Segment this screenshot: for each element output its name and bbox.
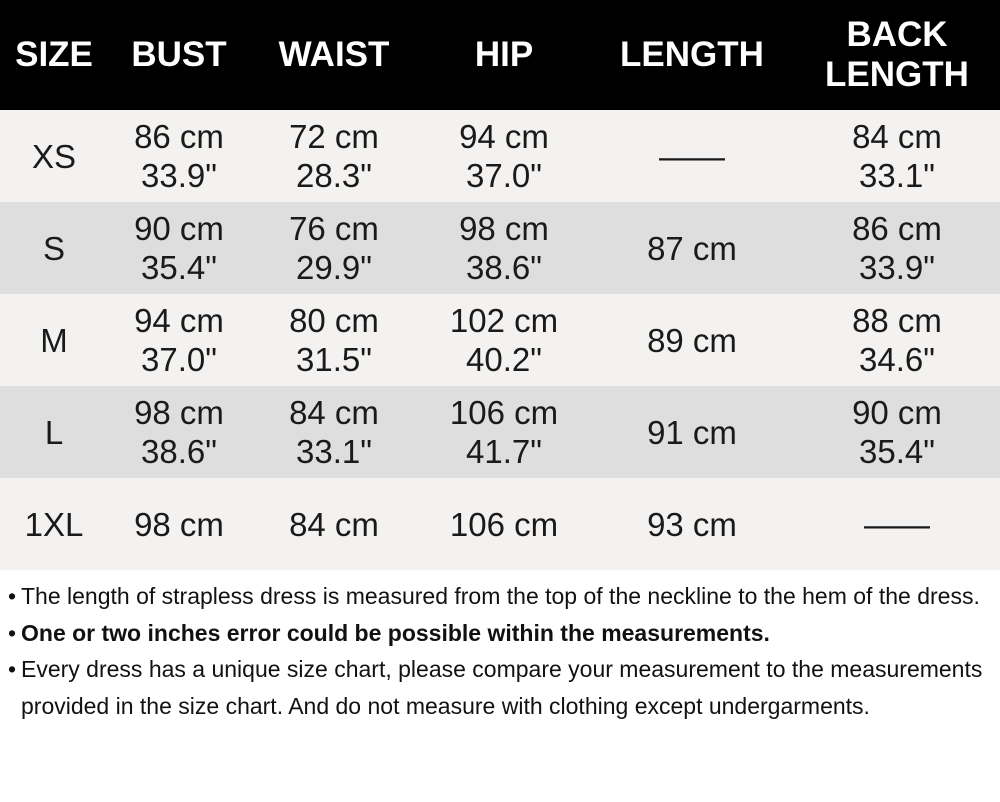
bullet-icon: • bbox=[8, 583, 17, 609]
size-row-s bbox=[0, 202, 1000, 294]
note-item bbox=[8, 651, 990, 724]
measurement-value: 80 cm bbox=[289, 302, 379, 339]
measurement-value: 106 cm bbox=[449, 505, 559, 543]
measurement-value: 91 cm bbox=[647, 413, 737, 451]
measurement-cell bbox=[418, 386, 590, 478]
measurement-value: 90 cm bbox=[134, 210, 224, 247]
measurement-value: 33.1" bbox=[859, 157, 935, 194]
size-notes bbox=[0, 570, 1000, 724]
measurement-cell bbox=[794, 294, 1000, 386]
measurement-cell bbox=[418, 478, 590, 570]
column-header-hip bbox=[418, 0, 590, 110]
measurement-cell bbox=[108, 478, 250, 570]
measurement-value: 28.3" bbox=[296, 157, 372, 194]
size-row-l bbox=[0, 386, 1000, 478]
note-item bbox=[8, 615, 990, 652]
measurement-cell bbox=[794, 202, 1000, 294]
measurement-value: 94 cm bbox=[459, 118, 549, 155]
not-available-dash: —— bbox=[659, 137, 725, 175]
size-label-cell bbox=[0, 110, 108, 202]
size-row-m bbox=[0, 294, 1000, 386]
measurement-cell bbox=[590, 386, 794, 478]
bullet-icon: • bbox=[8, 656, 17, 682]
column-header-bust bbox=[108, 0, 250, 110]
size-label: S bbox=[42, 229, 65, 267]
note-text: Every dress has a unique size chart, please compare your measurement to the measurements provided in the size chart. And do not measure with clothing except undergarments. bbox=[21, 656, 983, 719]
measurement-value: 76 cm bbox=[289, 210, 379, 247]
measurement-value: 40.2" bbox=[466, 341, 542, 378]
measurement-value: 102 cm bbox=[449, 302, 559, 339]
column-header-back-length bbox=[794, 0, 1000, 110]
measurement-cell bbox=[108, 294, 250, 386]
measurement-value: 106 cm bbox=[449, 394, 559, 431]
measurement-value: 89 cm bbox=[647, 321, 737, 359]
measurement-value: 33.9" bbox=[859, 249, 935, 286]
column-header-label: SIZE bbox=[15, 35, 93, 74]
measurement-value: 29.9" bbox=[296, 249, 372, 286]
measurement-cell bbox=[108, 110, 250, 202]
measurement-value: 98 cm bbox=[134, 505, 224, 543]
measurement-cell bbox=[590, 478, 794, 570]
column-header-label: BUST bbox=[131, 35, 227, 74]
size-label: M bbox=[40, 321, 68, 359]
measurement-value: 37.0" bbox=[466, 157, 542, 194]
measurement-cell bbox=[418, 294, 590, 386]
measurement-cell bbox=[794, 110, 1000, 202]
measurement-value: 41.7" bbox=[466, 433, 542, 470]
column-header-label: LENGTH bbox=[620, 35, 764, 74]
measurement-value: 38.6" bbox=[141, 433, 217, 470]
measurement-value: 90 cm bbox=[852, 394, 942, 431]
measurement-value: 31.5" bbox=[296, 341, 372, 378]
size-label: L bbox=[44, 413, 64, 451]
size-label: XS bbox=[31, 137, 77, 175]
not-available-dash: —— bbox=[864, 505, 930, 543]
measurement-cell bbox=[418, 202, 590, 294]
size-label-cell bbox=[0, 202, 108, 294]
column-header-label: LENGTH bbox=[825, 55, 969, 94]
measurement-cell bbox=[590, 294, 794, 386]
size-label-cell bbox=[0, 294, 108, 386]
measurement-cell bbox=[590, 202, 794, 294]
measurement-value: 88 cm bbox=[852, 302, 942, 339]
column-header-length bbox=[590, 0, 794, 110]
measurement-value: 98 cm bbox=[459, 210, 549, 247]
size-row-1xl bbox=[0, 478, 1000, 570]
column-header-label: BACK bbox=[846, 15, 948, 54]
size-label: 1XL bbox=[24, 505, 84, 543]
measurement-value: 86 cm bbox=[134, 118, 224, 155]
measurement-cell bbox=[108, 202, 250, 294]
measurement-value: 72 cm bbox=[289, 118, 379, 155]
measurement-value: 38.6" bbox=[466, 249, 542, 286]
measurement-value: 37.0" bbox=[141, 341, 217, 378]
measurement-value: 34.6" bbox=[859, 341, 935, 378]
measurement-cell bbox=[250, 478, 418, 570]
measurement-cell bbox=[250, 202, 418, 294]
measurement-value: 33.1" bbox=[296, 433, 372, 470]
size-row-xs bbox=[0, 110, 1000, 202]
column-header-size bbox=[0, 0, 108, 110]
measurement-value: 33.9" bbox=[141, 157, 217, 194]
size-label-cell bbox=[0, 386, 108, 478]
measurement-value: 84 cm bbox=[852, 118, 942, 155]
measurement-value: 35.4" bbox=[859, 433, 935, 470]
measurement-cell bbox=[794, 386, 1000, 478]
table-header-row bbox=[0, 0, 1000, 110]
note-item bbox=[8, 578, 990, 615]
column-header-label: HIP bbox=[474, 35, 534, 74]
note-text: The length of strapless dress is measured from the top of the neckline to the hem of the dress. bbox=[21, 583, 980, 609]
measurement-value: 87 cm bbox=[647, 229, 737, 267]
bullet-icon: • bbox=[8, 619, 17, 646]
measurement-value: 35.4" bbox=[141, 249, 217, 286]
column-header-waist bbox=[250, 0, 418, 110]
measurement-cell bbox=[250, 294, 418, 386]
size-label-cell bbox=[0, 478, 108, 570]
measurement-cell bbox=[250, 110, 418, 202]
measurement-value: 84 cm bbox=[289, 394, 379, 431]
measurement-value: 86 cm bbox=[852, 210, 942, 247]
measurement-cell bbox=[108, 386, 250, 478]
measurement-value: 98 cm bbox=[134, 394, 224, 431]
measurement-cell bbox=[590, 110, 794, 202]
note-text: One or two inches error could be possible within the measurements. bbox=[21, 619, 770, 646]
measurement-value: 93 cm bbox=[647, 505, 737, 543]
column-header-label: WAIST bbox=[278, 35, 390, 74]
measurement-cell bbox=[418, 110, 590, 202]
measurement-cell bbox=[794, 478, 1000, 570]
measurement-cell bbox=[250, 386, 418, 478]
table-body bbox=[0, 110, 1000, 570]
measurement-value: 94 cm bbox=[134, 302, 224, 339]
measurement-value: 84 cm bbox=[289, 505, 379, 543]
